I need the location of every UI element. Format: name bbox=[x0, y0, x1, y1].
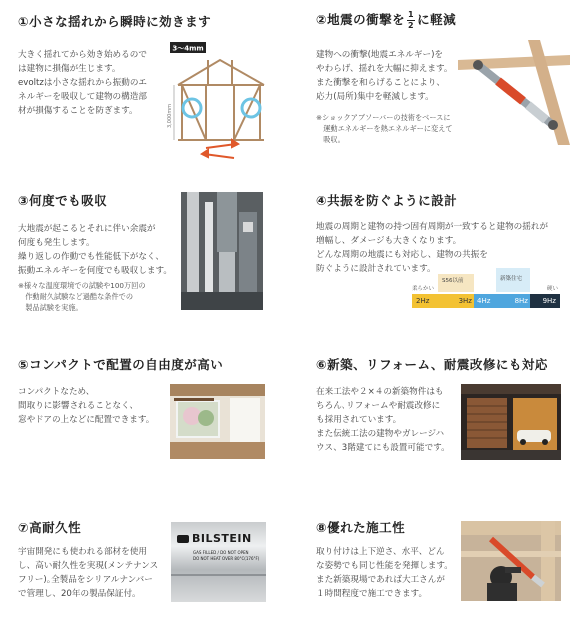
hz-band-blue bbox=[474, 294, 530, 308]
test-equipment-photo bbox=[181, 192, 263, 310]
section-7-body: 宇宙開発にも使われる部材を使用 し、高い耐久性を実現(メンテナンス フリー)｡全製品をシリアルナンバー で管理し、20年の製品保証付。 bbox=[18, 547, 159, 599]
bilstein-logo: BILSTEIN bbox=[177, 532, 252, 545]
section-2-note: ※ショックアブソーバーの技術をベースに 運動エネルギーを熱エネルギーに変えて 吸収。 bbox=[316, 113, 453, 144]
tick-2hz: 2Hz bbox=[416, 297, 430, 305]
fraction-half: $\frac{1}{2}$ bbox=[408, 10, 415, 30]
damper-warning-text: GAS FILLED / DO NOT OPEN DO NOT HEAT OVER 80°C(176°F) bbox=[193, 550, 260, 561]
bilstein-damper-photo bbox=[171, 522, 266, 602]
garage-house-photo bbox=[461, 384, 561, 460]
hz-band-navy bbox=[530, 294, 560, 308]
tick-4hz: 4Hz bbox=[477, 297, 491, 305]
bilstein-logo-icon bbox=[177, 535, 189, 543]
section-4-title: ④共振を防ぐように設計 bbox=[316, 193, 458, 208]
section-5-title: ⑤コンパクトで配置の自由度が高い bbox=[18, 357, 224, 372]
interior-room-photo bbox=[170, 384, 265, 459]
tick-9hz: 9Hz bbox=[542, 297, 556, 305]
label-3-4mm: 3～4mm bbox=[172, 44, 204, 53]
installation-photo bbox=[461, 521, 561, 601]
tick-8hz: 8Hz bbox=[514, 297, 528, 305]
section-3-title: ③何度でも吸収 bbox=[18, 193, 108, 208]
section-4-body: 地震の周期と建物の持つ固有周期が一致すると建物の揺れが 増幅し、ダメージも大きくなります。 どんな周期の地震にも対応し、建物の共振を 防ぐように設計されています。 bbox=[316, 222, 549, 274]
label-3000mm: 3,000mm bbox=[167, 103, 173, 128]
section-1 bbox=[18, 12, 288, 30]
label-hard: 硬い bbox=[546, 286, 558, 292]
section-6-body: 在来工法や２×４の新築物件はも ちろん､リフォームや耐震改修に も採用されています。 また伝統工法の建物やガレージハ ウス、3階建てにも設置可能です。 bbox=[316, 387, 450, 453]
damper-photo bbox=[458, 40, 570, 145]
frequency-chart bbox=[412, 268, 560, 314]
section-2 bbox=[316, 10, 586, 30]
house-frame-diagram bbox=[168, 40, 273, 160]
shake-arrows-icon bbox=[202, 140, 238, 158]
section-3-note: ※様々な温度環境での試験や100万回の 作動耐久試験など過酷な条件での 製品試験を実施。 bbox=[18, 281, 146, 312]
tick-3hz: 3Hz bbox=[458, 297, 472, 305]
section-2-body: 建物への衝撃(地震エネルギー)を やわらげ、揺れを大幅に抑えます。 また衝撃を和らげることにより、 応力(局所)集中を軽減します。 bbox=[316, 50, 453, 102]
section-3-body: 大地震が起こるとそれに伴い余震が 何度も発生します。 繰り返しの作動でも性能低下がなく、 振動エネルギーを何度でも吸収します。 bbox=[18, 224, 173, 276]
hz-band-yellow bbox=[412, 294, 474, 308]
section-8-title: ⑧優れた施工性 bbox=[316, 520, 406, 535]
section-4 bbox=[316, 191, 586, 209]
section-1-title: ①小さな揺れから瞬時に効きます bbox=[18, 14, 212, 29]
label-soft: 柔らかい bbox=[412, 286, 435, 292]
label-s56: S56以前 bbox=[442, 278, 464, 284]
section-5-body: コンパクトなため、 間取りに影響されることなく、 窓やドアの上などに配置できます。 bbox=[18, 387, 155, 425]
section-5 bbox=[18, 355, 288, 373]
section-6-title: ⑥新築、リフォーム、耐震改修にも対応 bbox=[316, 357, 548, 372]
section-6 bbox=[316, 355, 586, 373]
section-1-body: 大きく揺れてから効き始めるので は建物に損傷が生じます。 evoltzは小さな揺れから振動のエ ネルギーを吸収して建物の構造部 材が損傷することを防ぎます。 bbox=[18, 50, 148, 116]
section-8-body: 取り付けは上下逆さ、水平、どん な姿勢でも同じ性能を発揮します。 また新築現場であれば大工さんが １時間程度で施工できます。 bbox=[316, 547, 453, 599]
label-new-house: 新築住宅 bbox=[500, 276, 523, 282]
section-2-title: ②地震の衝撃を $\frac{1}{2}$ に軽減 bbox=[316, 10, 457, 30]
section-7-title: ⑦高耐久性 bbox=[18, 520, 82, 535]
